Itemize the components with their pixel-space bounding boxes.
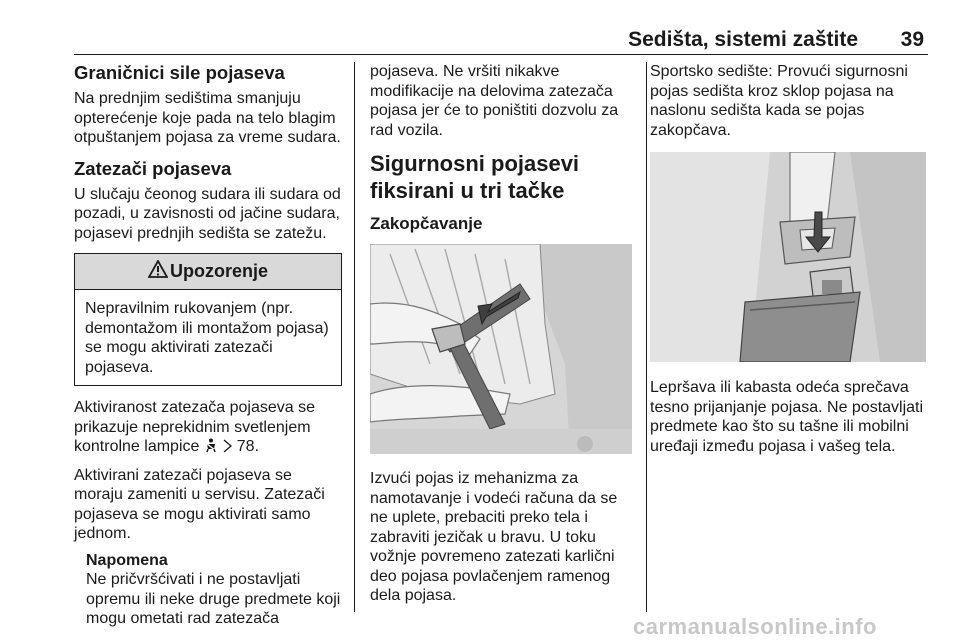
column-3 — [650, 62, 928, 456]
heading-force-limiters: Graničnici sile pojaseva — [74, 62, 285, 83]
paragraph-clothing: Lepršava ili kabasta odeća sprečava tesno prijanjanje pojasa. Ne postavljati predmete kao što su tašne ili mobilni uređaji između pojasa i vašeg tela. — [650, 379, 924, 455]
column-divider-2 — [646, 62, 647, 612]
paragraph-fastening: Izvući pojas iz mehanizma za namotavanje i vodeći računa da se ne uplete, prebaciti preko tela i zabraviti jezičak u bravu. U toku vožnje povremeno zatezati karlični deo pojasa povlačenjem ramenog dela pojasa. — [370, 470, 618, 604]
paragraph-activation — [74, 398, 342, 459]
page-number: 39 — [900, 28, 924, 51]
column-divider-1 — [354, 62, 355, 612]
column-2 — [370, 62, 632, 606]
heading-fastening: Zakopčavanje — [370, 214, 483, 233]
paragraph-continued: pojaseva. Ne vršiti nikakve modifikacije na delovima zatezača pojasa jer će to poništiti dozvolu za rad vozila. — [370, 63, 619, 139]
seatbelt-warning-lamp-icon — [204, 438, 218, 459]
heading-pretensioners: Zatezači pojaseva — [74, 157, 232, 179]
watermark: carmanualsonline.info — [633, 614, 877, 639]
paragraph-pretensioners: U slučaju čeonog sudara ili sudara od pozadi, u zavisnosti od jačine sudara, pojasevi prednjih sedišta se zatežu. — [74, 185, 341, 242]
page-header — [74, 28, 928, 52]
activation-text: Aktiviranost zatezača pojaseva se prikazuje neprekidnim svetlenjem kontrolne lampice — [74, 399, 316, 455]
activation-page-ref[interactable]: 78. — [236, 438, 260, 455]
header-rule — [74, 54, 928, 55]
note-block — [74, 551, 342, 629]
warning-box — [74, 253, 342, 386]
page-title: Sedišta, sistemi zaštite — [628, 28, 858, 51]
page-reference-arrow-icon[interactable] — [222, 439, 232, 459]
column-1 — [74, 62, 342, 629]
warning-triangle-icon — [148, 260, 168, 283]
warning-header — [75, 254, 341, 290]
note-text: Ne pričvršćivati i ne postavljati opremu ili neke druge predmete koji mogu ometati rad zatezača — [86, 571, 341, 627]
paragraph-sport-seat: Sportsko sedište: Provući sigurnosni pojas sedišta kroz sklop pojasa na naslonu sedišta kada se pojas zakopčava. — [650, 63, 908, 139]
figure-fastening-belt — [370, 244, 632, 454]
warning-body: Nepravilnim rukovanjem (npr. demontažom ili montažom pojasa) se mogu aktivirati zatezači pojaseva. — [85, 300, 329, 376]
warning-title: Upozorenje — [169, 260, 268, 281]
note-title: Napomena — [86, 551, 168, 569]
paragraph-force-limiters: Na prednjim sedištima smanjuju opterećenje koje pada na telo blagim otpuštanjem pojasa za vreme sudara. — [74, 90, 341, 146]
heading-three-point-belts: Sigurnosni pojasevi fiksirani u tri tačke — [370, 151, 580, 203]
figure-sport-seat-belt-guide — [650, 152, 926, 362]
paragraph-replace: Aktivirani zatezači pojaseva se moraju zameniti u servisu. Zatezači pojaseva se mogu aktivirati samo jednom. — [74, 466, 325, 542]
